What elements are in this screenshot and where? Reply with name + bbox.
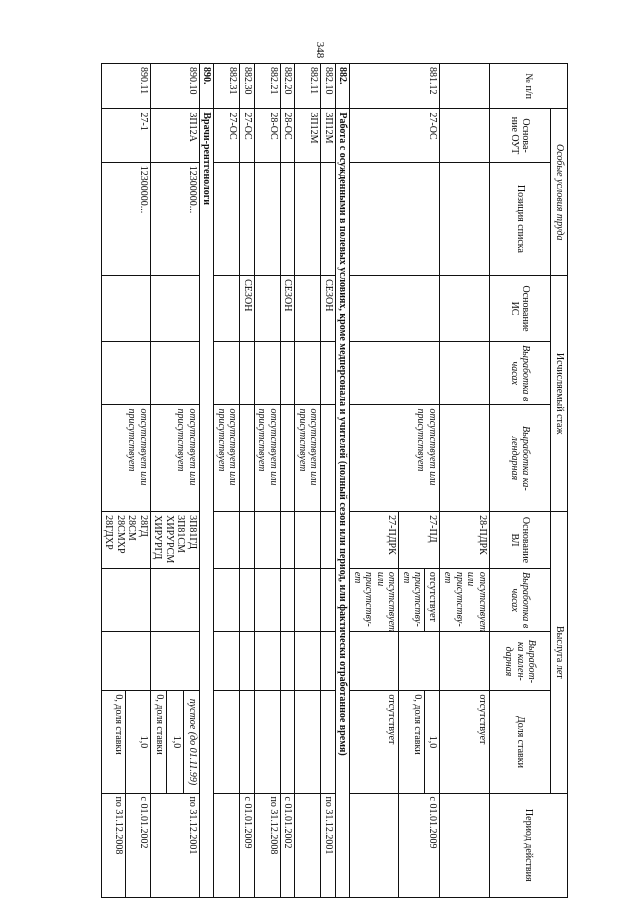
dolya-cell: 1,0 [167, 691, 183, 793]
dolya-cell: 0, доля ставки [399, 691, 425, 793]
osnovanie-out-cell: 27-ОС [240, 109, 255, 162]
section-num: 890. [200, 64, 215, 109]
header-vyrabotka-calendar-vl: Выработ-ка кален-дарная [490, 632, 551, 691]
calendar-cell: отсутствует или присутствует [214, 405, 240, 512]
osnovanie-out-cell: 3П12А [151, 109, 200, 162]
section-title: Врачи-рентгенологи [200, 109, 215, 898]
table-row [281, 64, 296, 898]
dolya-cell: пустое (до 01.11.99) [183, 691, 199, 793]
row-num: 890.11 [102, 64, 151, 109]
header-vyrabotka-hours: Выработка в часах [490, 341, 551, 405]
header-period: Период действия [490, 793, 568, 897]
dolya-cell: отсутствует [440, 691, 490, 793]
osnovanie-out-cell: 3П12М [295, 109, 321, 162]
hours-cell: отсутствует или присутству-ет [440, 568, 490, 632]
rotated-table-container [23, 63, 568, 898]
calendar-cell: отсутствует или присутствует [151, 405, 200, 512]
header-osnovanie-is: Основание ИС [490, 276, 551, 342]
period-cell: с 01.01.2002 [126, 793, 151, 897]
hours-cell: присутству-ет [399, 568, 425, 632]
dolya-cell: 0, доля ставки [151, 691, 167, 793]
period-cell: с 01.01.2009 [240, 793, 255, 897]
section-title: Работа с осужденными в полевых условиях, кроме медперсонала и учителей (полный сезон или период, или фактически отработанное время) [336, 109, 351, 898]
table-row [126, 64, 151, 898]
dolya-cell: 1,0 [425, 691, 440, 793]
table-row [321, 64, 336, 898]
dolya-cell: отсутствует [350, 691, 399, 793]
header-vysluga: Выслуга лет [551, 512, 568, 793]
header-position-list: Позиция списка [490, 162, 551, 275]
position-cell: 12300000... [151, 162, 200, 275]
page-number: 348 [314, 41, 326, 59]
header-osnovanie-out: Основа-ние ОУТ [490, 109, 551, 162]
osnovanie-vl-cell: 27-ПД [399, 512, 440, 569]
period-cell: с 01.01.2009 [399, 793, 440, 897]
calendar-cell: отсутствует или присутствует [255, 405, 281, 512]
osnovanie-out-cell: 28-ОС [255, 109, 281, 162]
osnovanie-is-cell: СЕЗОН [240, 276, 255, 342]
row-num: 882.31 [214, 64, 240, 109]
header-calc-stazh: Исчисляемый стаж [551, 276, 568, 512]
table-row [255, 64, 281, 898]
hours-cell: отсутствует или присутству-ет [350, 568, 399, 632]
section-row [336, 64, 351, 898]
dolya-cell: 0, доля ставки [102, 691, 127, 793]
table-row [425, 64, 440, 898]
osnovanie-out-cell: 27-1 [102, 109, 151, 162]
header-num: № п/п [490, 64, 568, 109]
osnovanie-out-cell: 28-ОС [281, 109, 296, 162]
header-dolya-stavki: Доля ставки [490, 691, 551, 793]
period-cell: по 31.12.2008 [255, 793, 281, 897]
header-special-conditions: Особые условия труда [551, 109, 568, 276]
calendar-cell: отсутствует или присутствует [295, 405, 321, 512]
header-vyrabotka-calendar: Выработка ка-лендарная [490, 405, 551, 512]
osnovanie-out-cell: 27-ОС [350, 109, 440, 162]
osnovanie-is-cell: СЕЗОН [281, 276, 296, 342]
row-num: 882.21 [255, 64, 281, 109]
row-num: 882.20 [281, 64, 296, 109]
table-row [295, 64, 321, 898]
period-cell: по 31.12.2001 [321, 793, 336, 897]
section-row [200, 64, 215, 898]
table-row [440, 64, 490, 898]
table-row [214, 64, 240, 898]
osnovanie-vl-cell: 28-ПДРК [440, 512, 490, 569]
osnovanie-vl-cell: 3П81ГД 3П81СМ ХИРУРСМ ХИРУРГД [151, 512, 200, 569]
period-cell: по 31.12.2001 [151, 793, 200, 897]
calendar-cell: отсутствует или присутствует [102, 405, 151, 512]
osnovanie-vl-cell: 28ГД 28СМ 28СМХР 28ГДХР [102, 512, 151, 569]
calendar-cell: отсутствует или присутствует [350, 405, 440, 512]
row-num: 882.30 [240, 64, 255, 109]
row-num: 881.12 [350, 64, 440, 109]
osnovanie-out-cell: 3П12М [321, 109, 336, 162]
osnovanie-is-cell: СЕЗОН [321, 276, 336, 342]
row-num: 890.10 [151, 64, 200, 109]
period-cell: по 31.12.2008 [102, 793, 127, 897]
table-row [183, 64, 199, 898]
row-num: 882.11 [295, 64, 321, 109]
osnovanie-out-cell: 27-ОС [214, 109, 240, 162]
row-num: 882.10 [321, 64, 336, 109]
position-cell: 12300000... [102, 162, 151, 275]
stazh-table [101, 63, 568, 898]
header-osnovanie-vl: Основание ВЛ [490, 512, 551, 569]
hours-cell: отсутствует [425, 568, 440, 632]
table-row [240, 64, 255, 898]
period-cell: с 01.01.2002 [281, 793, 296, 897]
section-num: 882. [336, 64, 351, 109]
dolya-cell: 1,0 [126, 691, 151, 793]
header-vyrabotka-hours-vl: Выработка в часах [490, 568, 551, 632]
osnovanie-vl-cell: 27-ПДРК [350, 512, 399, 569]
